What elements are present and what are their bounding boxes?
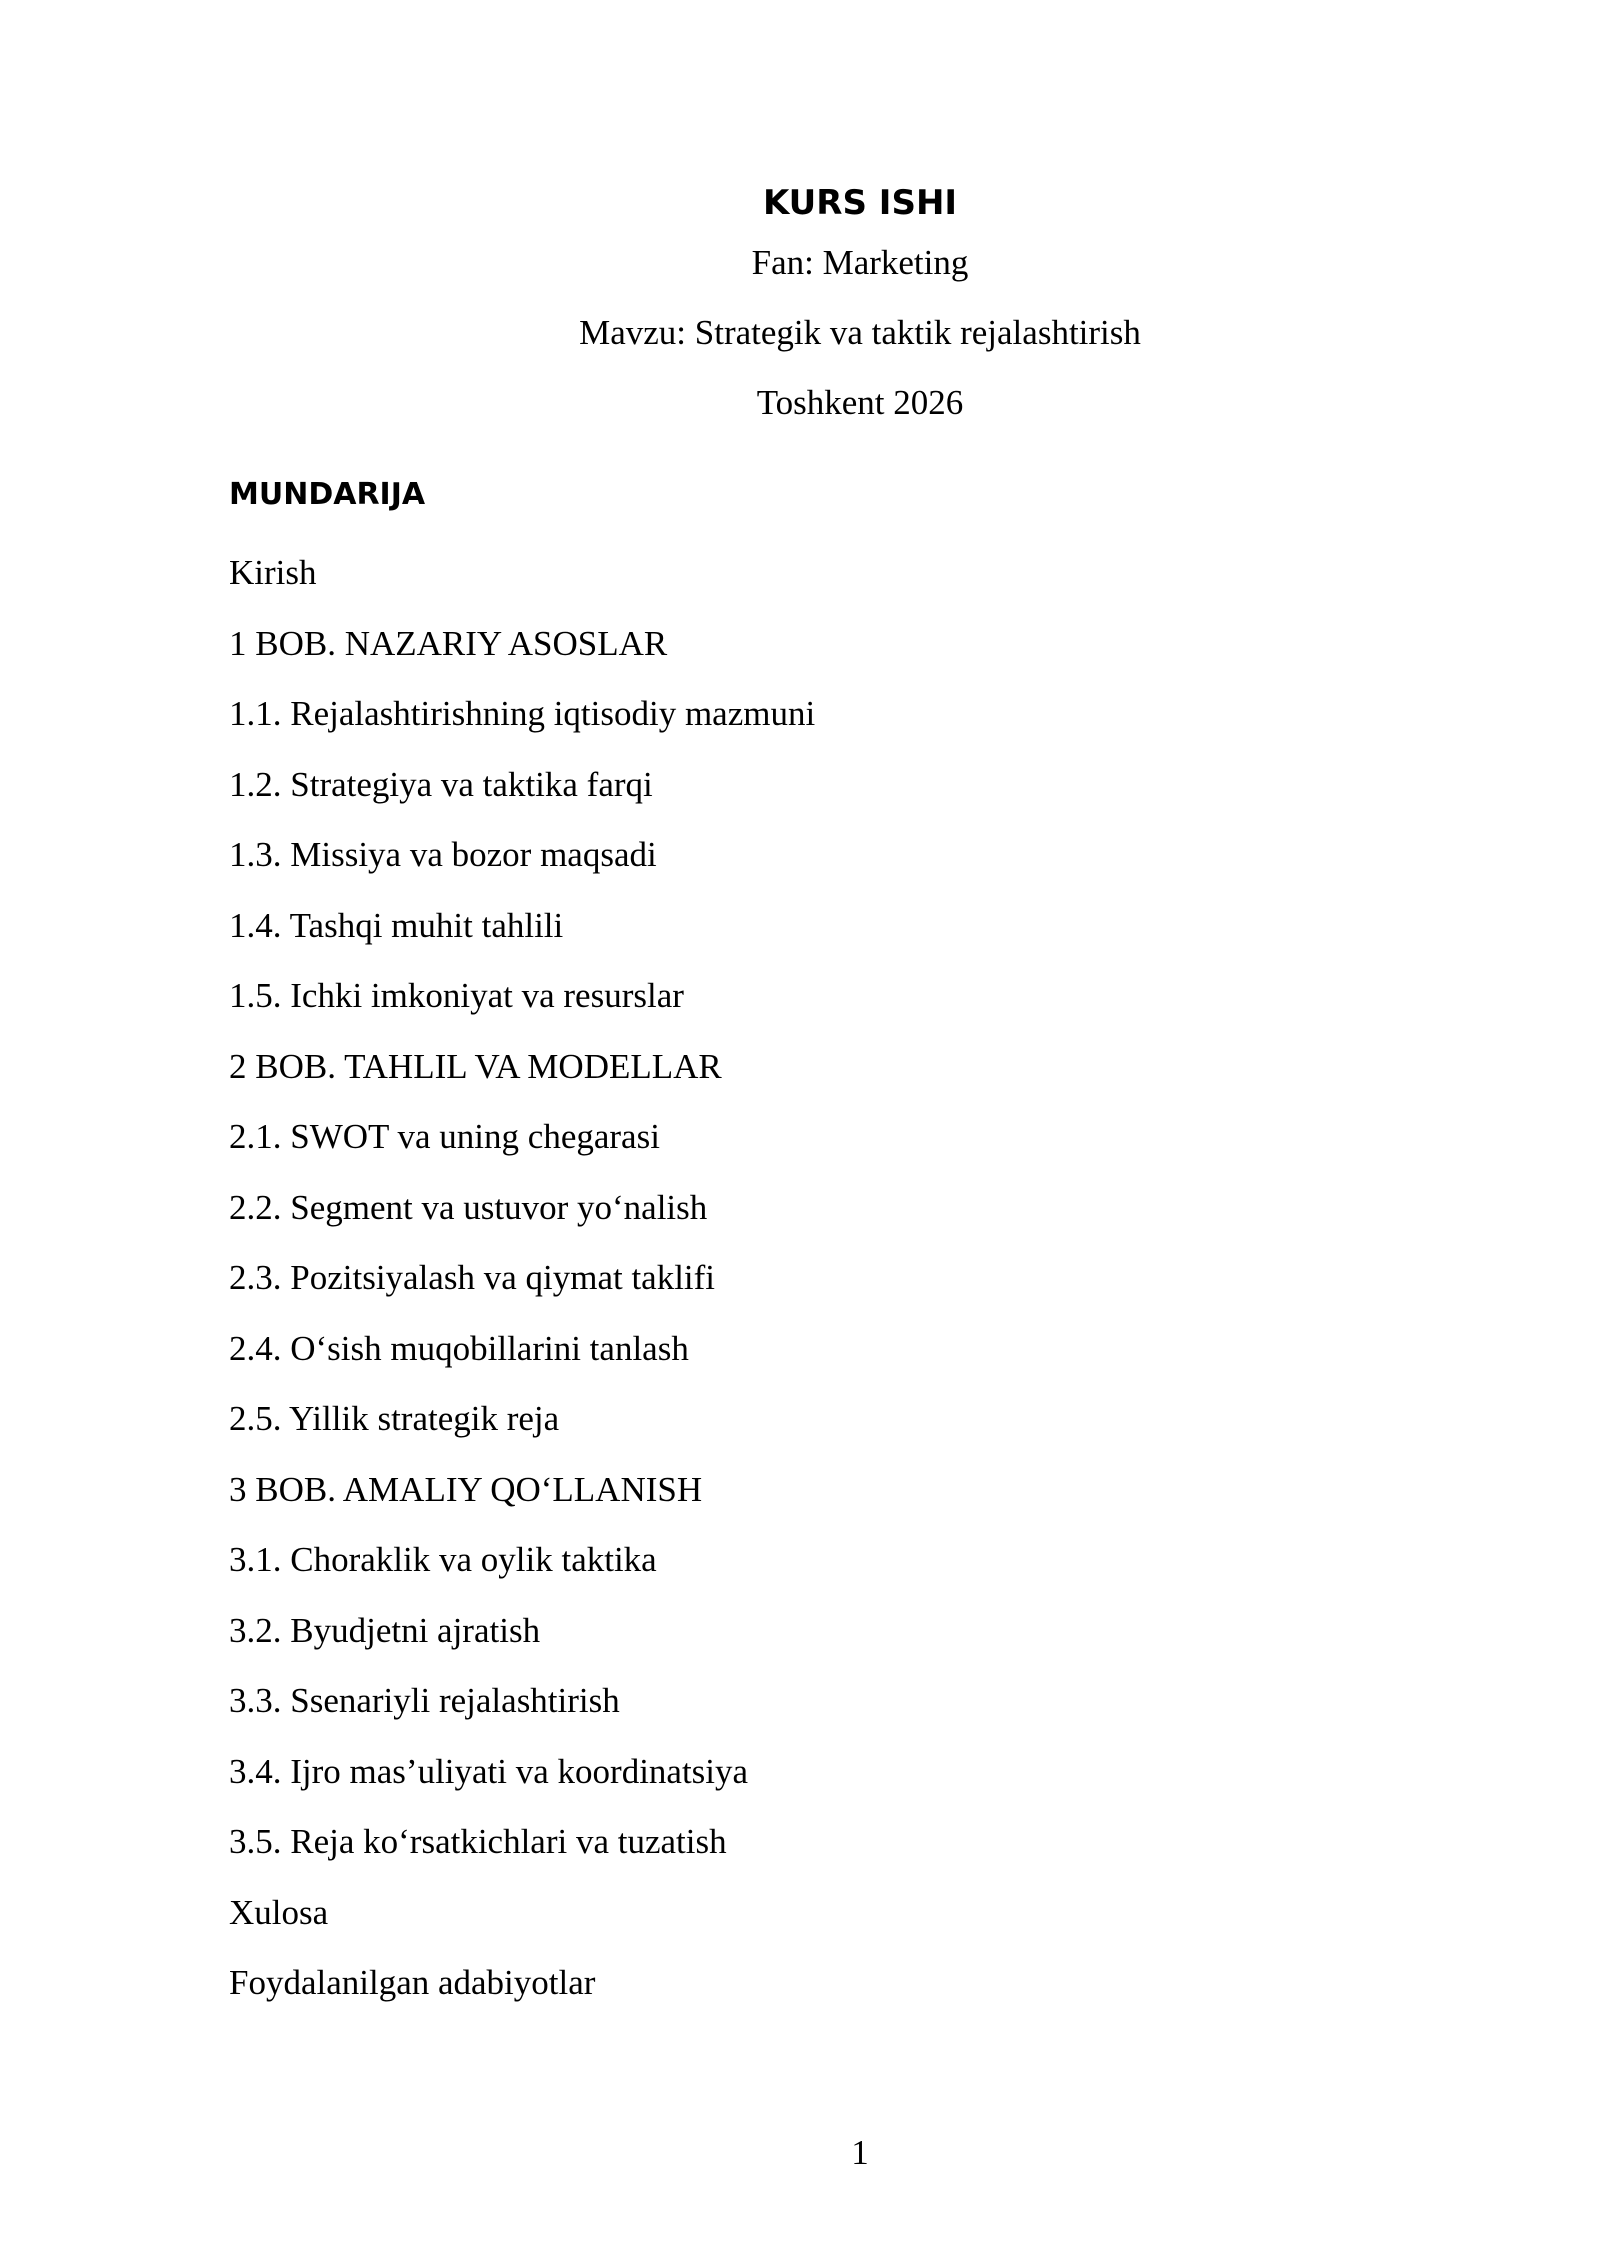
- toc-item: 1.3. Missiya va bozor maqsadi: [229, 835, 657, 874]
- toc-item: 3.2. Byudjetni ajratish: [229, 1610, 541, 1650]
- toc-item: 2 BOB. TAHLIL VA MODELLAR: [229, 1046, 722, 1086]
- toc-item: 1.1. Rejalashtirishning iqtisodiy mazmuni: [229, 694, 816, 733]
- toc-item: 1.4. Tashqi muhit tahlili: [229, 905, 564, 945]
- toc-item: 1 BOB. NAZARIY ASOSLAR: [229, 623, 668, 663]
- toc-item: 1.2. Strategiya va taktika farqi: [229, 764, 653, 804]
- toc-item: Foydalanilgan adabiyotlar: [229, 1963, 596, 2002]
- toc-item: 3.3. Ssenariyli rejalashtirish: [229, 1681, 620, 1720]
- toc-item: 2.3. Pozitsiyalash va qiymat taklifi: [229, 1258, 716, 1297]
- topic-line: Mavzu: Strategik va taktik rejalashtirish: [579, 313, 1141, 352]
- page-number: 1: [851, 2133, 869, 2172]
- toc-item: Xulosa: [229, 1892, 329, 1932]
- table-of-contents: [229, 548, 815, 2029]
- toc-item: 2.2. Segment va ustuvor yo‘nalish: [229, 1187, 708, 1227]
- subject-line: Fan: Marketing: [751, 243, 969, 282]
- toc-item: 3 BOB. AMALIY QO‘LLANISH: [229, 1469, 703, 1509]
- toc-item: 2.4. O‘sish muqobillarini tanlash: [229, 1328, 689, 1368]
- toc-item: 2.1. SWOT va uning chegarasi: [229, 1117, 660, 1156]
- toc-item: Kirish: [229, 553, 317, 592]
- toc-heading: MUNDARIJA: [229, 477, 426, 512]
- toc-item: 3.5. Reja ko‘rsatkichlari va tuzatish: [229, 1822, 727, 1861]
- place-year-line: Toshkent 2026: [756, 383, 964, 422]
- toc-item: 3.4. Ijro mas’uliyati va koordinatsiya: [229, 1751, 749, 1791]
- toc-item: 3.1. Choraklik va oylik taktika: [229, 1540, 657, 1579]
- document-title: KURS ISHI: [762, 183, 958, 223]
- toc-item: 1.5. Ichki imkoniyat va resurslar: [229, 976, 684, 1015]
- toc-item: 2.5. Yillik strategik reja: [229, 1399, 560, 1438]
